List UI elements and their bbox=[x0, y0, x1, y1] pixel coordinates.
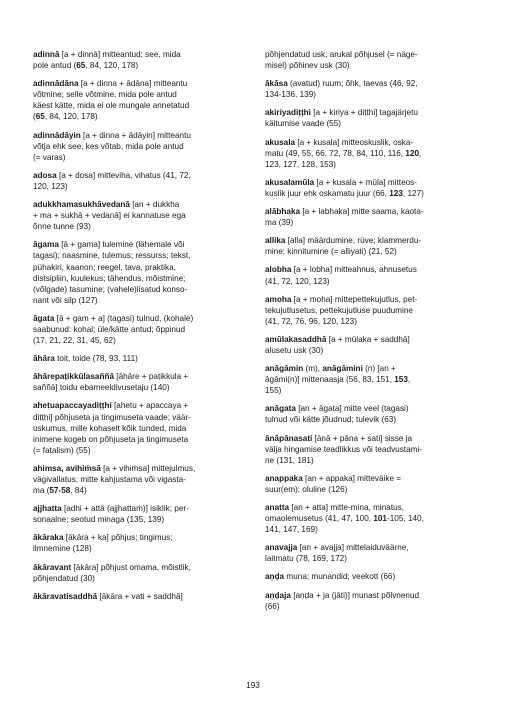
dictionary-entry bbox=[33, 463, 237, 496]
entry-text: [a + dosa] mitteviha, vihatus (41, 72, 120, 123) bbox=[33, 170, 191, 191]
dictionary-entry bbox=[33, 313, 237, 346]
dictionary-entry bbox=[265, 502, 469, 535]
entry-headword: āhāra bbox=[33, 354, 55, 364]
dictionary-entry bbox=[33, 503, 237, 525]
dictionary-entry bbox=[33, 130, 237, 163]
dictionary-entry bbox=[33, 78, 237, 122]
entry-headword: anavajja bbox=[265, 543, 298, 553]
entry-headword: ākāraka bbox=[33, 533, 64, 543]
entry-bold-number: 153 bbox=[394, 375, 408, 385]
entry-bold-number: 65 bbox=[76, 61, 86, 71]
entry-headword: ahetuapaccayadiṭṭhi bbox=[33, 401, 112, 411]
dictionary-entry bbox=[265, 473, 469, 495]
entry-text: toit, toide (78, 93, 111) bbox=[54, 354, 138, 364]
entry-text: [ākāra + ka] põhjus; tingimus; ilmnemine (128) bbox=[33, 533, 173, 554]
dictionary-entry bbox=[265, 177, 469, 199]
entry-text: [an + atta] mitte-mina, minatus, omaolemusetus (41, 47, 100, bbox=[265, 503, 405, 524]
entry-text: , 155) bbox=[265, 375, 411, 396]
entry-bold-number: 101 bbox=[373, 514, 387, 524]
entry-headword: anāgāmin bbox=[265, 364, 304, 374]
entry-headword: āhārepaṭikkūlasaññā bbox=[33, 372, 115, 382]
entry-headword: akusalamūla bbox=[265, 177, 315, 187]
entry-headword: adosa bbox=[33, 170, 57, 180]
entry-text: (n) [an + āgāmi(n)] mittenaasja (56, 83, 151, bbox=[265, 364, 396, 385]
right-column bbox=[265, 49, 469, 619]
dictionary-entry bbox=[33, 532, 237, 554]
left-column bbox=[33, 49, 237, 609]
entry-text: , 84, 120, 178) bbox=[85, 61, 139, 71]
entry-headword: adinnā bbox=[33, 50, 60, 59]
dictionary-entry bbox=[265, 235, 469, 257]
dictionary-entry bbox=[33, 562, 237, 584]
entry-text: (avatud) ruum; õhk, taevas (46, 92, 134-136, 139) bbox=[265, 79, 418, 100]
entry-text: põhjendatud usk; arukal põhjusel (= näge- misel) põhinev usk (30) bbox=[265, 50, 418, 71]
entry-headword: amoha bbox=[265, 294, 292, 304]
entry-text: [adhi + attā (ajjhattaṁ)] isiklik; per- sonaalne; seotud minaga (135, 139) bbox=[33, 504, 189, 525]
entry-headword: āgama bbox=[33, 240, 59, 250]
entry-text: [an + appaka] mitteväike = suur(em); oluline (126) bbox=[265, 473, 402, 494]
entry-text: [a + dinna + ādāna] mitteantu võtmine; selle võtmine, mida pole antud käest kätte, mida ei ole mungale annetatud ( bbox=[33, 79, 190, 122]
entry-text: [a + moha] mittepettekujutlus, pet- tekujutlusetus, pettekujutluse puudumine (41, 72, 76, 96, 120, 123) bbox=[265, 294, 418, 326]
dictionary-entry bbox=[33, 353, 237, 364]
entry-headword: ākāsa bbox=[265, 79, 288, 89]
entry-text: [an + dukkha + ma + sukhā + vedanā] ei kannatuse ega õnne tunne (93) bbox=[33, 200, 186, 232]
entry-headword: aṇḍaja bbox=[265, 590, 291, 600]
entry-text: [ā + gama] tulemine (lähemale või tagasi); naasmine, tulemus; ressurss; tekst, pühakiri, kaanon; reegel, tava, praktika, distsipliin, kuulekus; tähendus, mõistmine; (võlgade) tasumine; (vahele)lisatud konso- nant või silp (127) bbox=[33, 240, 191, 305]
entry-text: (m), bbox=[303, 364, 323, 374]
entry-text: [an + avajja] mittelaiduväärne, laitmatu (78, 169, 172) bbox=[265, 543, 409, 564]
entry-headword: akiriyadiṭṭhi bbox=[265, 108, 311, 118]
dictionary-entry bbox=[33, 371, 237, 393]
dictionary-entry bbox=[33, 170, 237, 192]
entry-bold-number: 65 bbox=[35, 112, 45, 122]
entry-headword: akusala bbox=[265, 137, 296, 147]
entry-headword: ānāpānasati bbox=[265, 433, 313, 443]
entry-headword: ākāravatisaddhā bbox=[33, 591, 98, 601]
entry-headword: anāgata bbox=[265, 404, 296, 414]
dictionary-entry bbox=[265, 137, 469, 170]
entry-text: [an + āgata] mitte veel (tagasi) tulnud või kätte jõudnud; tulevik (63) bbox=[265, 404, 409, 425]
dictionary-entry bbox=[265, 542, 469, 564]
entry-text: [a + vihiṁsa] mittejulmus, vägivallatus; mitte kahjustama või vigasta- ma ( bbox=[33, 463, 196, 496]
entry-headword: anatta bbox=[265, 503, 290, 512]
entry-text: [aṇḍa + ja (jāti)] munast põlvnenud (66) bbox=[265, 590, 420, 611]
dictionary-entry bbox=[265, 363, 469, 396]
dictionary-entry bbox=[33, 199, 237, 232]
dictionary-entry bbox=[265, 571, 469, 582]
entry-bold-number: 120 bbox=[405, 148, 420, 158]
entry-headword: adukkhamasukhāvedanā bbox=[33, 200, 130, 210]
entry-text: , 127) bbox=[402, 188, 424, 198]
entry-headword: anāgāmini bbox=[322, 364, 363, 374]
dictionary-entry bbox=[33, 591, 237, 602]
entry-text: [ākāra] põhjust omama, mõistlik, põhjendatud (30) bbox=[33, 562, 191, 583]
dictionary-entry bbox=[265, 433, 469, 466]
dictionary-entry bbox=[33, 49, 237, 71]
entry-headword: adinnādāyin bbox=[33, 130, 81, 140]
entry-text: [alla] määrdumine, rüve; klammerdu- mine; kinnitumine (= alliyati) (21, 52) bbox=[265, 236, 422, 257]
entry-headword: ajjhatta bbox=[33, 504, 62, 514]
entry-headword: aṇḍa bbox=[265, 572, 285, 582]
entry-text: [a + lobha] mitteahnus, ahnusetus (41, 72, 120, 123) bbox=[265, 265, 417, 286]
entry-text: muna; munandid; veekott (66) bbox=[284, 572, 396, 582]
entry-text: , 123, 127, 128, 153) bbox=[265, 148, 422, 169]
entry-headword: alābhaka bbox=[265, 207, 301, 217]
entry-headword: ākāravant bbox=[33, 562, 72, 572]
entry-bold-number: 123 bbox=[389, 188, 403, 198]
entry-text: [a + labhaka] mitte saama, kaota- ma (39) bbox=[265, 207, 424, 228]
page-number: 193 bbox=[246, 681, 260, 690]
entry-bold-number: 57-58 bbox=[49, 486, 71, 496]
entry-text: [ahetu + apaccaya + diṭṭhi] põhjuseta ja tingimuseta vaade; väär- uskumus, mille kohaselt kõik tunded, mida inimene kogeb on põhjuseta ja tingimuseta (= fatalism) (55) bbox=[33, 401, 191, 455]
entry-headword: āgata bbox=[33, 313, 55, 323]
entry-text: [āhāre + paṭikkula + saññā] toidu ebameeldivusetaju (140) bbox=[33, 372, 189, 393]
entry-text: , 84, 120, 178) bbox=[44, 112, 98, 122]
entry-text: [ā + gam + a] (tagasi) tulnud, (kohale) saabunud: kohal; üle/kätte antud; õppinud (17, 21, 22, 31, 45, 62) bbox=[33, 313, 194, 346]
entry-headword: anappaka bbox=[265, 473, 303, 483]
dictionary-entry bbox=[265, 206, 469, 228]
entry-text: [a + kusala] mitteoskuslik, oska- matu (49, 55, 66, 72, 78, 84, 110, 116, bbox=[265, 137, 414, 158]
entry-text: [a + kiriya + diṭṭhi] tagajärjetu käitumise vaade (55) bbox=[265, 108, 418, 129]
dictionary-entry bbox=[265, 107, 469, 129]
dictionary-entry bbox=[265, 334, 469, 356]
dictionary-entry bbox=[265, 403, 469, 425]
dictionary-entry bbox=[33, 239, 237, 306]
entry-text: [a + dinnā] mitteantud; see, mida pole antud ( bbox=[33, 50, 181, 71]
entry-headword: allika bbox=[265, 236, 286, 246]
entry-text: -105, 140, 141, 147, 169) bbox=[265, 514, 424, 535]
entry-headword: ahimsa, avihiṁsā bbox=[33, 463, 101, 473]
entry-text: [ākāra + vati + saddhā] bbox=[97, 591, 183, 601]
entry-text: , 84) bbox=[70, 486, 87, 496]
dictionary-entry bbox=[265, 264, 469, 286]
entry-text: [a + mūlaka + saddhā] alusetu usk (30) bbox=[265, 334, 410, 355]
dictionary-entry bbox=[265, 590, 469, 612]
entry-headword: alobha bbox=[265, 265, 292, 275]
entry-headword: amūlakasaddhā bbox=[265, 334, 327, 344]
entry-headword: adinnādāna bbox=[33, 79, 79, 89]
entry-text: [ānā + pāna + sati] sisse ja välja hingamise teadlikkus või teadvustami- ne (131, 181) bbox=[265, 433, 423, 465]
dictionary-entry bbox=[265, 294, 469, 327]
dictionary-entry bbox=[265, 78, 469, 100]
entry-text: [a + kusala + mūla] mitteos- kuslik juur ehk oskamatu juur (66, bbox=[265, 177, 417, 198]
dictionary-entry bbox=[33, 400, 237, 455]
entry-text: [a + dinna + ādāyin] mitteantu võtja ehk see, kes võtab, mida pole antud (= varas) bbox=[33, 130, 191, 162]
dictionary-entry bbox=[265, 49, 469, 71]
